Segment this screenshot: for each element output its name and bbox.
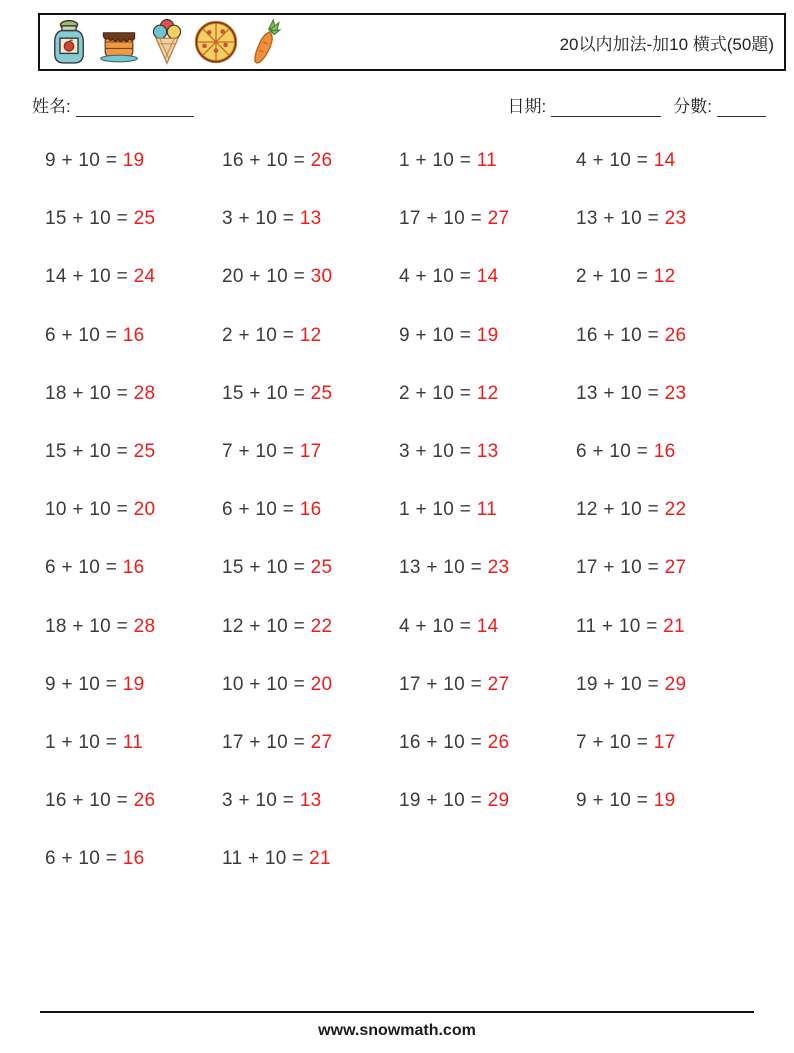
problem — [576, 383, 753, 405]
problem — [45, 325, 222, 347]
problem-answer: 12 — [653, 266, 676, 288]
problem-answer: 21 — [309, 848, 331, 870]
problem-expression: 6 + 10 = — [45, 324, 123, 346]
problem-answer: 16 — [122, 324, 145, 346]
problem-expression: 15 + 10 = — [222, 382, 311, 404]
problem-expression: 12 + 10 = — [222, 615, 311, 637]
problem-answer: 22 — [664, 499, 687, 521]
problem — [399, 208, 576, 230]
problem-expression: 19 + 10 = — [399, 790, 488, 812]
problem-expression: 11 + 10 = — [576, 615, 664, 637]
problem-answer: 26 — [487, 731, 510, 753]
problem-answer: 16 — [299, 499, 322, 521]
problem-expression: 4 + 10 = — [399, 615, 477, 637]
problem-answer: 20 — [310, 673, 333, 695]
problem-expression: 6 + 10 = — [222, 499, 300, 521]
problem — [576, 325, 753, 347]
problem — [45, 208, 222, 230]
problems-grid — [45, 132, 753, 888]
problem-answer: 19 — [476, 324, 499, 346]
problem-expression: 9 + 10 = — [576, 790, 654, 812]
problem-answer: 23 — [664, 382, 687, 404]
problem-answer: 11 — [122, 731, 144, 753]
problem-expression: 13 + 10 = — [576, 382, 665, 404]
problem — [576, 208, 753, 230]
problem-answer: 27 — [664, 557, 687, 579]
header-icon-row — [50, 18, 282, 66]
problem-answer: 19 — [122, 150, 145, 172]
problem-answer: 26 — [664, 324, 687, 346]
pancakes-icon — [97, 19, 141, 65]
problem-answer: 16 — [122, 848, 145, 870]
problem-expression: 16 + 10 = — [399, 731, 488, 753]
jam-jar-icon — [50, 19, 88, 65]
problem-expression: 2 + 10 = — [576, 266, 654, 288]
problem-answer: 25 — [133, 208, 156, 230]
problem-answer: 29 — [487, 790, 510, 812]
problem — [399, 266, 576, 288]
problem-answer: 13 — [299, 208, 322, 230]
problem-answer: 13 — [299, 790, 322, 812]
problem-answer: 25 — [310, 557, 333, 579]
problem-expression: 17 + 10 = — [576, 557, 665, 579]
problem — [222, 674, 399, 696]
name-blank-line — [76, 100, 194, 117]
problem — [576, 674, 753, 696]
problem-expression: 7 + 10 = — [576, 731, 654, 753]
problem-expression: 15 + 10 = — [45, 441, 134, 463]
problem — [45, 848, 222, 870]
problem-answer: 27 — [487, 673, 510, 695]
problem — [222, 616, 399, 638]
problem-answer: 20 — [133, 499, 156, 521]
problem — [45, 616, 222, 638]
problem — [45, 150, 222, 172]
problem-expression: 15 + 10 = — [222, 557, 311, 579]
problem — [399, 325, 576, 347]
problem — [45, 383, 222, 405]
problem-answer: 19 — [122, 673, 145, 695]
pizza-icon — [193, 19, 239, 65]
problem-answer: 30 — [310, 266, 333, 288]
problem-expression: 16 + 10 = — [576, 324, 665, 346]
date-blank-line — [551, 100, 661, 117]
problem — [399, 557, 576, 579]
problem-answer: 14 — [476, 615, 499, 637]
problem — [45, 674, 222, 696]
problem — [399, 732, 576, 754]
problem-answer: 29 — [664, 673, 687, 695]
problem — [222, 499, 399, 521]
header-banner — [38, 13, 786, 71]
name-label: 姓名: — [32, 97, 71, 116]
problem-expression: 17 + 10 = — [399, 673, 488, 695]
problem-expression: 12 + 10 = — [576, 499, 665, 521]
problem — [222, 208, 399, 230]
problem-answer: 19 — [653, 790, 676, 812]
date-label: 日期: — [507, 97, 547, 116]
problem-expression: 14 + 10 = — [45, 266, 134, 288]
problem-answer: 21 — [663, 615, 685, 637]
problem — [399, 499, 576, 521]
problem — [45, 790, 222, 812]
problem-expression: 7 + 10 = — [222, 441, 300, 463]
problem-answer: 12 — [476, 382, 499, 404]
problem-expression: 11 + 10 = — [222, 848, 310, 870]
problem-expression: 6 + 10 = — [45, 848, 123, 870]
problem-expression: 6 + 10 = — [45, 557, 123, 579]
problem — [222, 266, 399, 288]
fields-row — [32, 92, 766, 117]
problem — [576, 790, 753, 812]
score-label: 分數: — [673, 97, 712, 116]
problem-expression: 4 + 10 = — [399, 266, 477, 288]
problem-answer: 17 — [653, 731, 676, 753]
problem — [576, 557, 753, 579]
problem — [222, 383, 399, 405]
problem-answer: 13 — [476, 441, 499, 463]
problem — [399, 150, 576, 172]
problem-expression: 3 + 10 = — [222, 208, 300, 230]
problem — [399, 616, 576, 638]
problem-expression: 16 + 10 = — [222, 150, 311, 172]
problem-answer: 25 — [133, 441, 156, 463]
problem — [222, 848, 399, 870]
problem-answer: 27 — [310, 731, 333, 753]
problem — [399, 383, 576, 405]
problem-answer: 28 — [133, 382, 156, 404]
problem-expression: 9 + 10 = — [45, 673, 123, 695]
problem-expression: 17 + 10 = — [222, 731, 311, 753]
problem-answer: 26 — [310, 150, 333, 172]
problem — [45, 266, 222, 288]
problem — [399, 441, 576, 463]
problem-expression: 1 + 10 = — [45, 731, 123, 753]
problem — [399, 790, 576, 812]
problem — [45, 732, 222, 754]
problem-answer: 11 — [476, 499, 498, 521]
footer-url: www.snowmath.com — [318, 1022, 476, 1039]
problem-answer: 24 — [133, 266, 156, 288]
problem — [222, 557, 399, 579]
problem-answer: 26 — [133, 790, 156, 812]
problem-answer: 16 — [122, 557, 145, 579]
problem-answer: 23 — [664, 208, 687, 230]
problem — [576, 150, 753, 172]
problem-expression: 20 + 10 = — [222, 266, 311, 288]
problem-answer: 11 — [476, 150, 498, 172]
problem-expression: 17 + 10 = — [399, 208, 488, 230]
problem-expression: 10 + 10 = — [222, 673, 311, 695]
problem — [222, 441, 399, 463]
problem-answer: 17 — [299, 441, 322, 463]
problem — [576, 266, 753, 288]
footer — [40, 1011, 754, 1040]
problem — [576, 499, 753, 521]
carrot-icon — [248, 18, 282, 66]
problem-answer: 25 — [310, 382, 333, 404]
problem-expression: 1 + 10 = — [399, 499, 477, 521]
problem — [576, 616, 753, 638]
problem — [576, 441, 753, 463]
problem-answer: 27 — [487, 208, 510, 230]
problem — [576, 732, 753, 754]
worksheet-title: 20以内加法-加10 横式(50題) — [559, 34, 774, 54]
problem-expression: 19 + 10 = — [576, 673, 665, 695]
problem-expression: 15 + 10 = — [45, 208, 134, 230]
problem-expression: 16 + 10 = — [45, 790, 134, 812]
problem — [45, 499, 222, 521]
problem — [222, 150, 399, 172]
problem-expression: 2 + 10 = — [399, 382, 477, 404]
problem-expression: 4 + 10 = — [576, 150, 654, 172]
problem-expression: 10 + 10 = — [45, 499, 134, 521]
problem-answer: 14 — [653, 150, 676, 172]
score-blank-line — [717, 100, 766, 117]
problem-expression: 13 + 10 = — [399, 557, 488, 579]
problem — [45, 441, 222, 463]
problem-expression: 9 + 10 = — [45, 150, 123, 172]
problem-expression: 1 + 10 = — [399, 150, 477, 172]
problem-answer: 22 — [310, 615, 333, 637]
problem — [399, 674, 576, 696]
problem-expression: 3 + 10 = — [399, 441, 477, 463]
problem — [222, 790, 399, 812]
problem-expression: 9 + 10 = — [399, 324, 477, 346]
problem-expression: 2 + 10 = — [222, 324, 300, 346]
problem-answer: 23 — [487, 557, 510, 579]
problem — [222, 732, 399, 754]
problem-answer: 14 — [476, 266, 499, 288]
problem-expression: 18 + 10 = — [45, 615, 134, 637]
problem-answer: 28 — [133, 615, 156, 637]
problem-answer: 12 — [299, 324, 322, 346]
problem-expression: 18 + 10 = — [45, 382, 134, 404]
problem-answer: 16 — [653, 441, 676, 463]
problem-expression: 3 + 10 = — [222, 790, 300, 812]
problem-expression: 13 + 10 = — [576, 208, 665, 230]
ice-cream-icon — [150, 18, 184, 66]
problem-expression: 6 + 10 = — [576, 441, 654, 463]
problem — [45, 557, 222, 579]
problem — [222, 325, 399, 347]
